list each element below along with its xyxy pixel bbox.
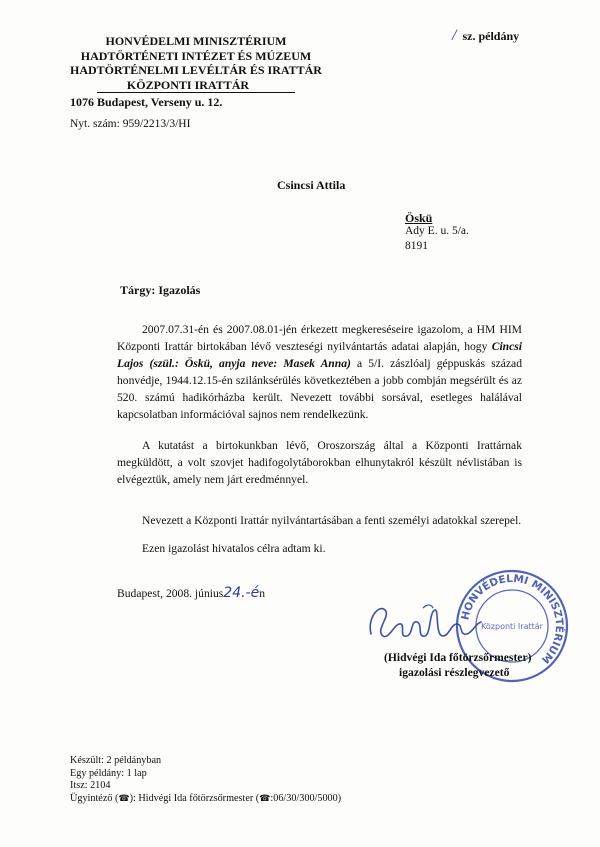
footer-copies: Készült: 2 példányban [70, 755, 162, 766]
paragraph-certification [117, 321, 522, 423]
subject-line: Tárgy: Igazolás [120, 283, 201, 297]
letterhead-line-archive: HADTÖRTÉNELMI LEVÉLTÁR ÉS IRATTÁR [70, 63, 322, 77]
date-suffix: n [259, 587, 266, 600]
letterhead-line-central-archive: KÖZPONTI IRATTÁR [97, 78, 295, 94]
copy-number-mark [452, 27, 519, 45]
recipient-zip: 8191 [405, 240, 428, 252]
paragraph-certification-part2: a 5/I. zászlóalj géppuskás század honvédje, 1944.12.15-én szilánksérülés következtében a jobb combján megsérült és az 520. számú hadikórházba került. Nevezett további sorsával, esetleges halálával kapcsolatban információval sajnos nem rendelkezünk. [117, 357, 522, 421]
document-footer [70, 755, 341, 805]
footer-officer-prefix: Ügyintéző ( [70, 792, 119, 804]
reference-number: Nyt. szám: 959/2213/3/HI [70, 118, 191, 130]
letterhead-line-institute: HADTÖRTÉNETI INTÉZET ÉS MÚZEUM [80, 48, 312, 63]
copy-label: sz. példány [462, 29, 520, 43]
recipient-city: Öskü [405, 211, 433, 225]
date-prefix: Budapest, 2008. június [117, 587, 224, 600]
stamp-inner-text: Központi Irattár [481, 622, 543, 631]
stamp-ring-text: HONVÉDELMI MINISZTÉRIUM [459, 572, 566, 666]
phone-icon: ☎ [118, 793, 130, 804]
paragraph-records: Nevezett a Központi Irattár nyilvántartásában a fenti személyi adatokkal szerepel. [142, 514, 522, 527]
handwritten-day: 24.-é [223, 585, 260, 601]
footer-pages: Egy példány: 1 lap [70, 767, 147, 779]
sender-address: 1076 Budapest, Verseny u. 12. [70, 95, 223, 109]
footer-officer-name: ): Hidvégi Ida főtörzsőrmester ( [129, 792, 260, 804]
footer-itsz: Itsz: 2104 [70, 780, 111, 791]
recipient-name: Csincsi Attila [277, 178, 346, 192]
footer-case-officer [70, 793, 341, 806]
signer-name: (Hidvégi Ida főtörzsőrmester) [384, 651, 532, 664]
letterhead-line-ministry: HONVÉDELMI MINISZTÉRIUM [105, 34, 287, 48]
phone-icon: ☎ [259, 793, 271, 804]
paragraph-purpose: Ezen igazolást hivatalos célra adtam ki. [142, 542, 326, 555]
date-line [117, 585, 265, 601]
handwritten-copy-number: / [452, 27, 457, 44]
paragraph-certification-part1: 2007.07.31-én és 2007.08.01-jén érkezett megkereséseire igazolom, a HM HIM Központi Irattár birtokában lévő veszteségi nyilvántartás adatai alapján, hogy [117, 323, 522, 353]
person-details: Cincsi Lajos (szül.: Öskü, anyja neve: Masek Anna) [117, 340, 522, 370]
letterhead [66, 34, 326, 93]
recipient-street: Ady E. u. 5/a. [405, 225, 469, 237]
paragraph-research: A kutatást a birtokunkban lévő, Oroszország által a Központi Irattárnak megküldött, a volt szovjet hadifogolytáborokban elhunytakról készült névlistában is elvégeztük, amely nem járt eredménnyel. [117, 439, 522, 486]
signer-title: igazolási részlegvezető [399, 666, 510, 679]
footer-phone-number: :06/30/300/5000) [270, 792, 342, 804]
handwritten-signature [365, 596, 485, 646]
